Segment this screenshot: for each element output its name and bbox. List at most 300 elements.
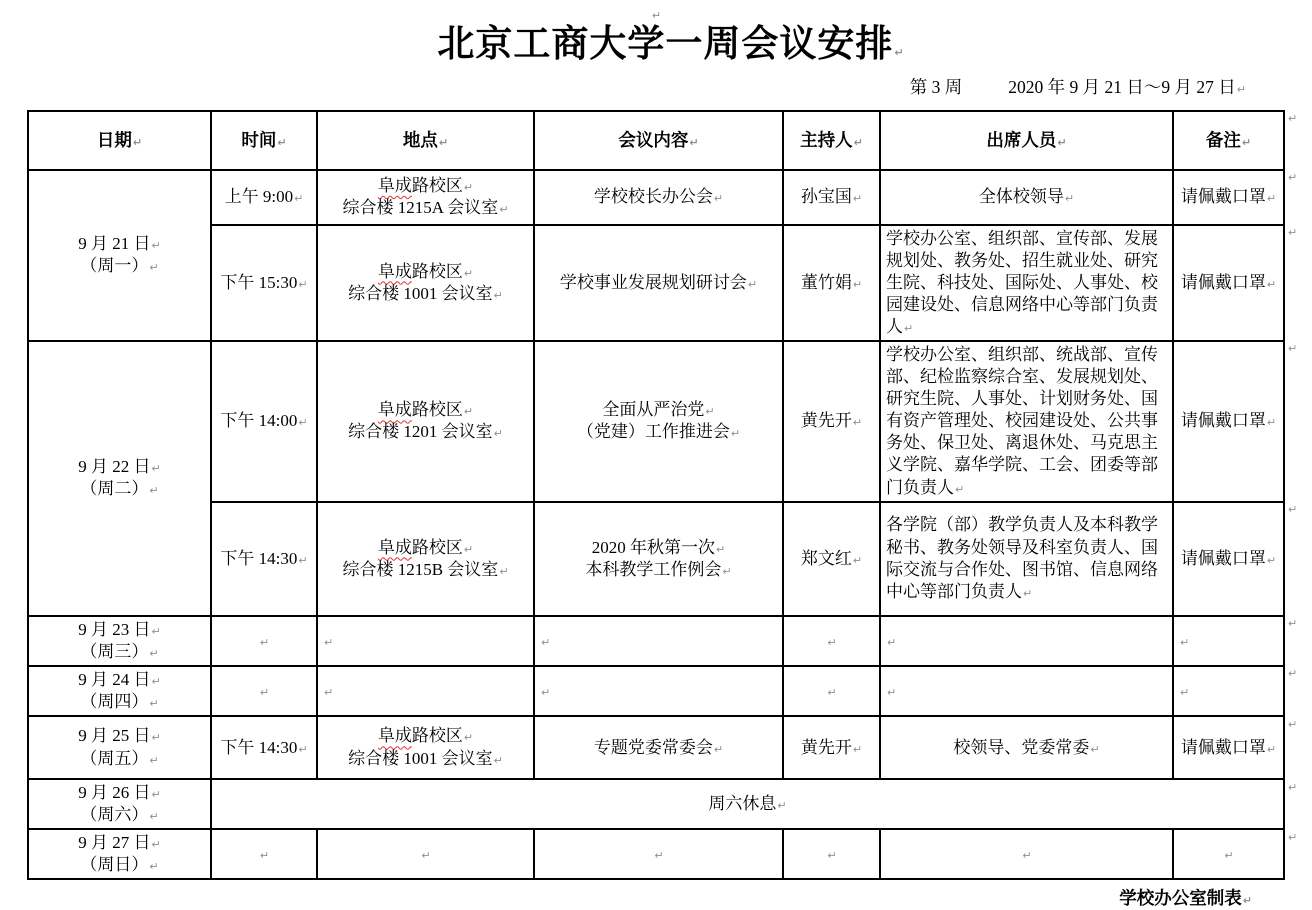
cell-location [317,225,534,341]
paragraph-mark: ↵ [1023,586,1033,600]
paragraph-mark: ↵ [852,277,863,291]
header-label: 时间 [241,129,277,150]
paragraph-mark: ↵ [1288,170,1298,184]
empty-cell-line [540,630,777,652]
cell-text: 请佩戴口罩 [1180,187,1266,206]
cell-text: 下午 14:00 [220,411,298,431]
cell-location [317,716,534,779]
paragraph-mark: ↵ [149,810,159,824]
paragraph-mark: ↵ [1266,192,1277,205]
cell-line [323,559,528,581]
cell-line [886,514,1167,602]
cell-line [323,399,528,421]
empty-cell-line [323,680,528,702]
paragraph-mark: ↵ [324,635,334,649]
paragraph-mark: ↵ [149,696,159,710]
paragraph-mark: ↵ [852,416,863,430]
cell-line [540,272,777,294]
paragraph-mark: ↵ [1090,742,1100,756]
cell-host [783,225,880,341]
empty-cell-line [886,843,1167,865]
cell-time [211,779,1284,829]
cell-line [323,421,528,443]
cell-text: 校领导、党委常委 [953,737,1090,757]
cell-text: 孙宝国 [800,187,852,206]
cell-text: （周一） [80,256,149,276]
cell-line [540,737,777,759]
paragraph-mark: ↵ [1266,742,1277,756]
header-label: 备注 [1205,129,1241,150]
cell-text: 2020 年秋第一次 [591,537,716,557]
paragraph-mark: ↵ [852,192,863,205]
table-row [28,616,1284,666]
header-row [28,111,1284,170]
paragraph-mark: ↵ [1288,666,1298,680]
cell-note [1173,666,1284,716]
cell-attendees [880,616,1173,666]
paragraph-mark: ↵ [493,753,503,767]
cell-text: 学校事业发展规划研讨会 [559,272,747,292]
cell-text: 请佩戴口罩 [1180,737,1266,757]
empty-cell-line [886,630,1167,652]
meeting-schedule-table [27,110,1285,881]
cell-date [28,716,211,779]
paragraph-mark: ↵ [827,849,837,863]
paragraph-mark: ↵ [463,731,474,745]
cell-text: 综合楼 1001 会议室 [348,283,493,303]
paragraph-mark: ↵ [151,788,161,802]
paragraph-mark: ↵ [1064,192,1075,205]
spellcheck-squiggle-text: 阜成 [377,261,412,281]
cell-date [28,829,211,879]
paragraph-mark: ↵ [1266,416,1277,430]
cell-location [317,170,534,225]
paragraph-mark: ↵ [1266,553,1277,567]
cell-line [789,186,874,208]
cell-text: 黄先开 [800,737,852,757]
cell-line [540,399,777,421]
cell-line [886,228,1167,338]
cell-attendees [880,502,1173,616]
cell-line [34,255,205,277]
empty-cell-line [540,680,777,702]
cell-line [217,272,311,294]
empty-cell-line [886,680,1167,702]
paragraph-mark: ↵ [151,239,161,253]
cell-location [317,502,534,616]
cell-host [783,716,880,779]
table-body [28,170,1284,880]
paragraph-mark: ↵ [151,731,161,745]
cell-text: 下午 14:30 [220,548,298,568]
table-header [28,111,1284,170]
cell-text: 董竹娟 [800,272,852,292]
table-row [28,225,1284,341]
cell-line [1179,410,1278,432]
cell-line [34,669,205,691]
cell-line [34,478,205,500]
cell-text: 综合楼 1201 会议室 [348,422,493,442]
paragraph-mark: ↵ [463,405,474,419]
paragraph-mark: ↵ [132,135,143,149]
cell-text: 9 月 25 日 [78,726,151,746]
paragraph-mark: ↵ [904,321,914,335]
page-title-text: 北京工商大学一周会议安排 [437,24,894,65]
table-row [28,666,1284,716]
cell-host [783,170,880,225]
paragraph-mark: ↵ [463,542,474,556]
cell-text: （党建）工作推进会 [576,422,730,442]
cell-location [317,341,534,502]
cell-time [211,170,317,225]
header-content [534,111,783,170]
paragraph-mark: ↵ [730,427,741,441]
empty-cell-line [540,843,777,865]
cell-date [28,170,211,341]
paragraph-mark: ↵ [1288,616,1298,630]
cell-line [886,344,1167,499]
paragraph-mark: ↵ [259,685,270,699]
cell-line [789,737,874,759]
cell-text: （周五） [80,748,149,768]
cell-text: 9 月 21 日 [78,234,151,254]
cell-attendees [880,829,1173,879]
paragraph-mark: ↵ [654,849,664,863]
cell-text: 黄先开 [800,411,852,431]
cell-attendees [880,666,1173,716]
paragraph-mark: ↵ [541,635,551,649]
paragraph-mark: ↵ [463,180,474,194]
cell-content [534,225,783,341]
cell-date [28,341,211,616]
cell-line [1179,737,1278,759]
cell-host [783,502,880,616]
cell-text: 9 月 24 日 [78,669,151,689]
cell-line [540,421,777,443]
paragraph-mark: ↵ [541,685,551,699]
cell-host [783,666,880,716]
paragraph-mark: ↵ [1288,780,1298,794]
cell-line [789,548,874,570]
paragraph-mark: ↵ [151,838,161,852]
cell-text: 9 月 27 日 [78,833,151,853]
paragraph-mark: ↵ [1057,135,1067,149]
cell-host [783,829,880,879]
paragraph-mark: ↵ [827,635,837,649]
cell-date [28,779,211,829]
paragraph-mark: ↵ [852,742,863,756]
cell-date [28,616,211,666]
cell-time [211,829,317,879]
paragraph-mark: ↵ [1180,685,1190,699]
cell-content [534,666,783,716]
week-number: 第 3 周 [909,76,963,97]
table-row [28,829,1284,879]
paragraph-mark: ↵ [294,192,304,205]
date-range: 2020 年 9 月 21 日～9 月 27 日 [1008,76,1236,97]
cell-text: 路校区 [411,175,463,195]
paragraph-mark: ↵ [1022,849,1032,863]
paragraph-mark: ↵ [853,135,863,149]
cell-line [217,410,311,432]
cell-line [34,854,205,876]
cell-time [211,716,317,779]
cell-line [1179,548,1278,570]
empty-paragraph-mark-row [0,0,1312,24]
paragraph-mark: ↵ [259,849,270,863]
cell-host [783,616,880,666]
paragraph-mark: ↵ [1266,277,1277,291]
cell-line [540,537,777,559]
table-row [28,502,1284,616]
paragraph-mark: ↵ [149,261,159,275]
header-label: 日期 [96,129,132,150]
cell-text: 下午 14:30 [220,737,298,757]
cell-text: 学校校长办公会 [593,187,713,206]
paragraph-mark: ↵ [438,135,449,149]
cell-content [534,829,783,879]
paragraph-mark: ↵ [852,553,863,567]
empty-cell-line [789,680,874,702]
header-attendees [880,111,1173,170]
cell-time [211,225,317,341]
header-host [783,111,880,170]
cell-line [789,272,874,294]
empty-cell-line [217,630,311,652]
paragraph-mark: ↵ [1236,82,1246,96]
paragraph-mark: ↵ [151,624,161,638]
header-date [28,111,211,170]
paragraph-mark: ↵ [298,277,308,291]
paragraph-mark: ↵ [1288,111,1298,125]
paragraph-mark: ↵ [1288,502,1298,516]
paragraph-mark: ↵ [894,46,905,59]
paragraph-mark: ↵ [1288,717,1298,731]
paragraph-mark: ↵ [151,462,161,476]
cell-time [211,666,317,716]
paragraph-mark: ↵ [149,860,159,874]
cell-time [211,341,317,502]
paragraph-mark: ↵ [463,266,474,280]
cell-text: （周三） [80,641,149,661]
cell-text: 路校区 [411,400,463,420]
empty-cell-line [217,843,311,865]
cell-line [540,559,777,581]
cell-time [211,502,317,616]
spellcheck-squiggle-text: 阜成 [377,400,412,420]
cell-attendees [880,341,1173,502]
paragraph-mark: ↵ [493,427,503,441]
paragraph-mark: ↵ [149,646,159,660]
paragraph-mark: ↵ [713,192,724,205]
cell-line [34,725,205,747]
cell-text: 全体校领导 [978,187,1064,206]
cell-content [534,341,783,502]
paragraph-mark: ↵ [421,849,431,863]
cell-line [34,782,205,804]
doc-footer [0,885,1312,910]
paragraph-mark: ↵ [259,635,270,649]
paragraph-mark: ↵ [887,635,897,649]
table-wrapper [27,110,1298,881]
paragraph-mark: ↵ [1180,635,1190,649]
empty-cell-line [789,630,874,652]
cell-date [28,666,211,716]
header-label: 出席人员 [986,129,1057,150]
paragraph-mark: ↵ [324,685,334,699]
empty-cell-line [1179,843,1278,865]
cell-text: 本科教学工作例会 [585,559,722,579]
paragraph-mark: ↵ [1288,225,1298,239]
empty-cell-line [789,843,874,865]
cell-text: 综合楼 1215A 会议室 [342,198,499,218]
cell-text: 请佩戴口罩 [1180,272,1266,292]
cell-text: （周四） [80,691,149,711]
cell-line [217,186,311,208]
cell-line [323,537,528,559]
cell-time [211,616,317,666]
cell-text: （周日） [80,855,149,875]
cell-note [1173,716,1284,779]
paragraph-mark: ↵ [777,799,787,813]
paragraph-mark: ↵ [1224,849,1234,863]
cell-text: 郑文红 [800,548,852,568]
cell-attendees [880,225,1173,341]
paragraph-mark: ↵ [1288,341,1298,355]
cell-note [1173,225,1284,341]
cell-text: 综合楼 1001 会议室 [348,748,493,768]
cell-line [886,186,1167,208]
paragraph-mark: ↵ [149,753,159,767]
paragraph-mark: ↵ [499,564,509,578]
header-label: 主持人 [800,129,853,150]
cell-text: 学校办公室、组织部、宣传部、发展规划处、教务处、招生就业处、研究生院、科技处、国际处、人事处、校园建设处、信息网络中心等部门负责人 [886,228,1158,336]
subtitle-row [0,74,1312,99]
cell-line [34,832,205,854]
cell-location [317,616,534,666]
table-row [28,716,1284,779]
footer-text: 学校办公室制表 [1119,888,1242,909]
paragraph-mark: ↵ [277,135,287,149]
spellcheck-squiggle-text: 阜成 [377,537,412,557]
paragraph-mark: ↵ [887,685,897,699]
paragraph-mark: ↵ [298,742,308,756]
cell-text: 上午 9:00 [224,187,294,206]
paragraph-mark: ↵ [651,9,662,22]
cell-line [323,261,528,283]
table-row [28,779,1284,829]
cell-note [1173,170,1284,225]
cell-note [1173,829,1284,879]
cell-line [323,197,528,219]
cell-line [34,804,205,826]
cell-line [789,410,874,432]
paragraph-mark: ↵ [493,288,503,302]
paragraph-mark: ↵ [1241,135,1252,149]
cell-line [540,186,777,208]
cell-content [534,170,783,225]
paragraph-mark: ↵ [713,742,724,756]
cell-text: 9 月 26 日 [78,783,151,803]
cell-text: 路校区 [411,261,463,281]
cell-line [323,725,528,747]
cell-line [34,691,205,713]
cell-text: 请佩戴口罩 [1180,411,1266,431]
cell-text: （周六） [80,805,149,825]
spellcheck-squiggle-text: 阜成 [377,726,412,746]
paragraph-mark: ↵ [298,416,308,430]
cell-line [34,641,205,663]
cell-content [534,502,783,616]
cell-line [34,748,205,770]
paragraph-mark: ↵ [722,564,732,578]
table-row [28,341,1284,502]
cell-host [783,341,880,502]
cell-text: 周六休息 [708,794,777,814]
cell-content [534,716,783,779]
paragraph-mark: ↵ [689,135,699,149]
cell-attendees [880,170,1173,225]
cell-text: 9 月 22 日 [78,457,151,477]
cell-text: 请佩戴口罩 [1180,548,1266,568]
cell-line [34,233,205,255]
empty-cell-line [1179,630,1278,652]
cell-line [886,737,1167,759]
paragraph-mark: ↵ [747,277,758,291]
cell-text: 下午 15:30 [220,272,298,292]
paragraph-mark: ↵ [955,482,965,496]
header-time [211,111,317,170]
paragraph-mark: ↵ [716,542,726,556]
page-title [0,24,1312,67]
cell-attendees [880,716,1173,779]
paragraph-mark: ↵ [151,674,161,688]
cell-line [34,456,205,478]
cell-text: 各学院（部）教学负责人及本科教学秘书、教务处领导及科室负责人、国际交流与合作处、图书馆、信息网络中心等部门负责人 [886,515,1158,601]
cell-line [34,619,205,641]
empty-cell-line [323,630,528,652]
cell-note [1173,341,1284,502]
cell-line [323,283,528,305]
paragraph-mark: ↵ [827,685,837,699]
cell-line [323,748,528,770]
cell-content [534,616,783,666]
cell-text: 学校办公室、组织部、统战部、宣传部、纪检监察综合室、发展规划处、研究生院、人事处、计划财务处、国有资产管理处、校园建设处、公共事务处、保卫处、离退休处、马克思主义学院、嘉华学院、工会、团委等部门负责人 [886,345,1158,497]
paragraph-mark: ↵ [1242,894,1252,908]
cell-line [1179,186,1278,208]
cell-location [317,666,534,716]
cell-line [217,737,311,759]
cell-text: 综合楼 1215B 会议室 [342,559,499,579]
paragraph-mark: ↵ [298,553,308,567]
cell-text: 专题党委常委会 [593,737,713,757]
cell-location [317,829,534,879]
cell-text: 9 月 23 日 [78,619,151,639]
paragraph-mark: ↵ [499,203,509,217]
spellcheck-squiggle-text: 阜成 [377,175,412,195]
cell-text: 路校区 [411,537,463,557]
paragraph-mark: ↵ [705,405,715,419]
cell-line [217,548,311,570]
cell-text: 全面从严治党 [602,400,705,420]
table-row [28,170,1284,225]
cell-note [1173,616,1284,666]
header-label: 地点 [402,129,438,150]
header-note [1173,111,1284,170]
cell-text: 路校区 [411,726,463,746]
empty-cell-line [323,843,528,865]
header-label: 会议内容 [618,129,689,150]
